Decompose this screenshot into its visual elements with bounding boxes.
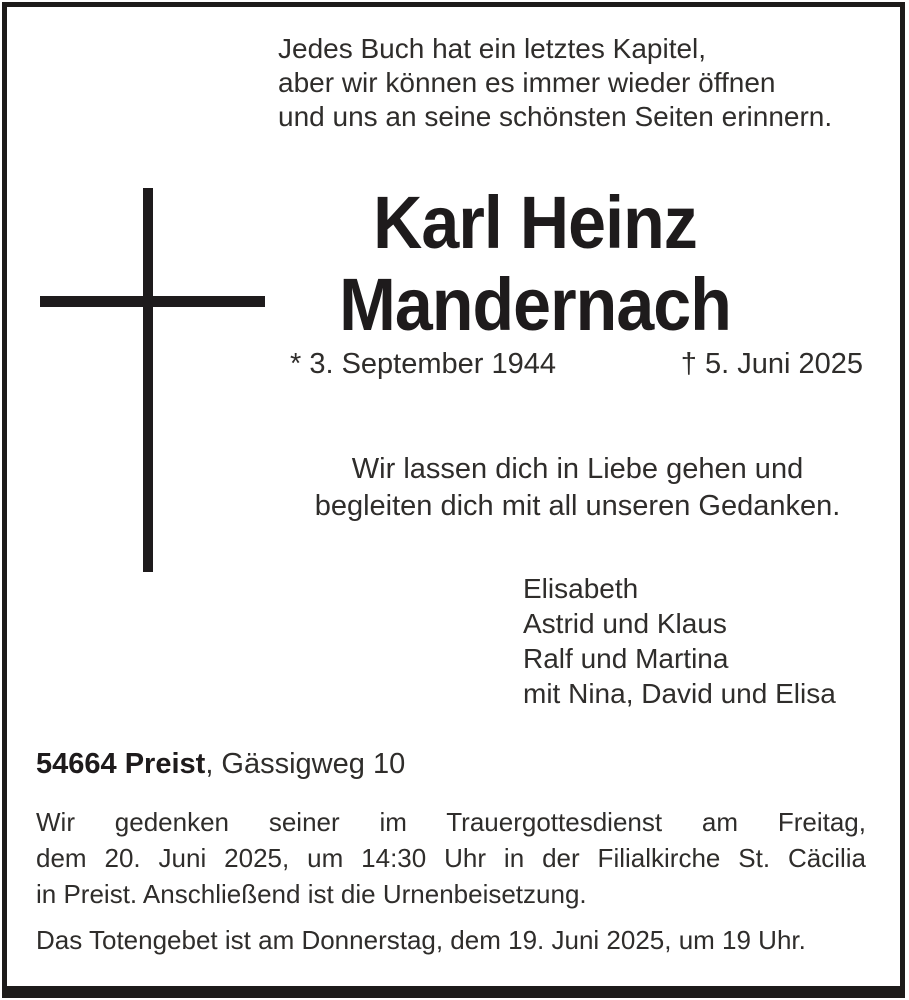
farewell-line-1: Wir lassen dich in Liebe gehen und: [351, 453, 804, 485]
deceased-last-name: Mandernach: [339, 263, 731, 346]
quote-line-3: und uns an seine schönsten Seiten erinnern.: [278, 101, 833, 132]
mourner-line-3: Ralf und Martina: [523, 643, 729, 674]
service-line-2: dem 20. Juni 2025, um 14:30 Uhr in der Filialkirche St. Cäcilia: [36, 843, 866, 873]
quote-line-1: Jedes Buch hat ein letztes Kapitel,: [278, 33, 707, 64]
deceased-name: [208, 182, 861, 346]
service-line-3: in Preist. Anschließend ist die Urnenbeisetzung.: [36, 879, 587, 909]
mourner-line-4: mit Nina, David und Elisa: [523, 678, 836, 709]
death-date: † 5. Juni 2025: [680, 348, 863, 380]
birth-date: * 3. September 1944: [290, 348, 557, 380]
prayer-info: Das Totengebet ist am Donnerstag, dem 19. Juni 2025, um 19 Uhr.: [36, 925, 806, 955]
farewell-line-2: begleiten dich mit all unseren Gedanken.: [314, 490, 841, 522]
address-street: , Gässigweg 10: [205, 748, 406, 780]
service-line-1: Wir gedenken seiner im Trauergottesdienst am Freitag,: [36, 807, 866, 837]
mourners-list: [523, 571, 836, 711]
deceased-first-name: Karl Heinz: [373, 181, 697, 264]
quote-line-2: aber wir können es immer wieder öffnen: [278, 67, 776, 98]
mourner-line-2: Astrid und Klaus: [523, 608, 727, 639]
cross-vertical-bar: [143, 188, 153, 572]
mourner-line-1: Elisabeth: [523, 573, 639, 604]
address-city: 54664 Preist: [36, 748, 206, 780]
farewell-verse: [280, 451, 875, 525]
opening-quote: [278, 32, 832, 134]
funeral-service-info: [36, 804, 866, 912]
address-line: [36, 746, 405, 782]
